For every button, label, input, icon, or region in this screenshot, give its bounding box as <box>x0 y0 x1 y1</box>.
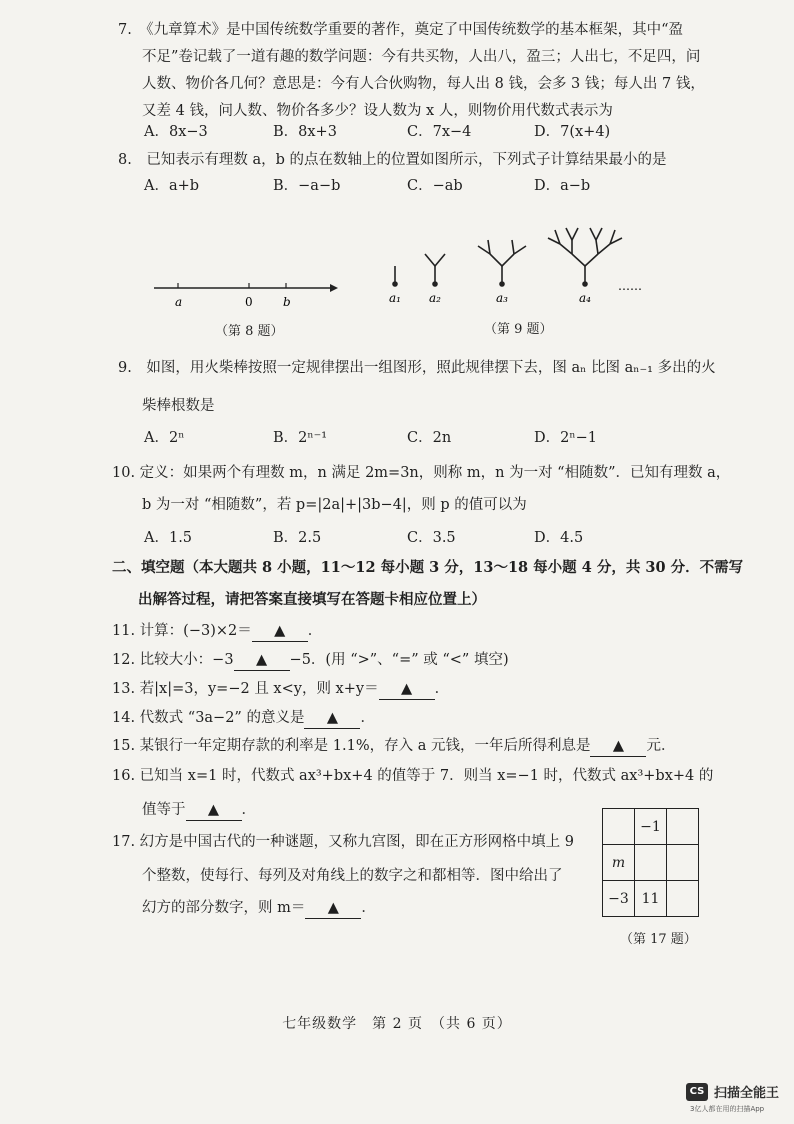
magic-square-cell <box>667 809 699 845</box>
magic-square-cell <box>667 845 699 881</box>
q10-line-1: 10. 定义：如果两个有理数 m，n 满足 2m=3n，则称 m，n 为一对 “相随数”．已知有理数 a， <box>112 465 731 481</box>
page-footer: 七年级数学 第 2 页 （共 6 页） <box>282 1016 512 1032</box>
q11-text: 11. 计算：(−3)×2＝ <box>112 623 252 639</box>
q12-text: 12. 比较大小：−3 <box>112 652 234 668</box>
q9-option-b: B．2ⁿ⁻¹ <box>273 430 328 446</box>
scanner-app-name: 扫描全能王 <box>714 1086 780 1101</box>
magic-square-row <box>603 845 699 881</box>
fig9-label-a1: a₁ <box>389 291 401 305</box>
q9-line-2: 柴棒根数是 <box>142 398 215 414</box>
a4-branch-5 <box>596 240 598 254</box>
magic-square-cell: −1 <box>635 809 667 845</box>
q14-answer-blank[interactable]: ▲ <box>304 708 360 729</box>
q16-tail: ． <box>241 802 256 818</box>
q7-option-d: D．7(x+4) <box>534 124 611 140</box>
section-2-heading-line-2: 出解答过程，请把答案直接填写在答题卡相应位置上） <box>138 591 486 608</box>
q7-option-a: A．8x−3 <box>144 124 208 140</box>
q13-answer-blank[interactable]: ▲ <box>379 679 435 700</box>
q7-line-3: 人数、物价各几何？意思是：今有人合伙购物，每人出 8 钱，会多 3 钱；每人出 7 钱， <box>142 76 705 92</box>
a2-left-branch <box>425 254 435 266</box>
q15 <box>112 736 675 757</box>
q14-tail: ． <box>360 710 375 726</box>
q17-answer-blank[interactable]: ▲ <box>305 898 361 919</box>
q17-line-2: 个整数，使每行、每列及对角线上的数字之和都相等．图中给出了 <box>142 868 563 884</box>
figure-9-caption: （第 9 题） <box>484 322 553 337</box>
q14-text: 14. 代数式 “3a−2” 的意义是 <box>112 710 305 726</box>
q7-line-1: 7. 《九章算术》是中国传统数学重要的著作，奠定了中国传统数学的基本框架，其中“盈 <box>118 22 683 38</box>
q12 <box>112 650 509 671</box>
q16-text: 值等于 <box>142 802 186 818</box>
q13 <box>112 679 449 700</box>
q10-line-2: b 为一对 “相随数”，若 p=|2a|+|3b−4|，则 p 的值可以为 <box>142 497 527 513</box>
magic-square-cell: 11 <box>635 881 667 917</box>
fig9-label-a3: a₃ <box>496 291 508 305</box>
a4-branch-11 <box>590 228 596 240</box>
a3-branch-2 <box>502 254 514 266</box>
figure-17-caption: （第 17 题） <box>620 932 697 947</box>
a2-dot <box>433 282 437 286</box>
figure-9-matchsticks <box>380 222 650 308</box>
q10-options <box>0 528 794 548</box>
a2-right-branch <box>435 254 445 266</box>
fig9-label-a4: a₄ <box>579 291 591 305</box>
label-b: b <box>283 295 291 309</box>
q7-options <box>0 122 794 142</box>
q10-option-d: D．4.5 <box>534 530 584 546</box>
fig9-label-a2: a₂ <box>429 291 441 305</box>
q7-option-b: B．8x+3 <box>273 124 337 140</box>
q11-answer-blank[interactable]: ▲ <box>252 621 308 642</box>
magic-square-row <box>603 881 699 917</box>
q13-text: 13. 若|x|=3，y=−2 且 x<y，则 x+y＝ <box>112 681 379 697</box>
label-a: a <box>175 295 183 309</box>
scanner-logo-icon: CS <box>686 1083 708 1101</box>
q7-line-4: 又差 4 钱，问人数、物价各多少？设人数为 x 人，则物价用代数式表示为 <box>142 103 613 119</box>
magic-square-row <box>603 809 699 845</box>
q17-line-3 <box>142 898 376 919</box>
magic-square-cell: −3 <box>603 881 635 917</box>
a4-branch-9 <box>566 228 572 240</box>
magic-square-cell <box>667 881 699 917</box>
magic-square-cell: m <box>603 845 635 881</box>
a4-branch-2 <box>585 254 598 266</box>
a3-branch-6 <box>514 246 526 254</box>
a4-branch-1 <box>572 254 585 266</box>
q17-text: 幻方的部分数字，则 m＝ <box>142 900 306 916</box>
a3-branch-1 <box>490 254 502 266</box>
q11 <box>112 621 322 642</box>
q7-line-2: 不足”卷记载了一道有趣的数学问题：今有共买物，人出八，盈三；人出七，不足四，问 <box>142 49 701 65</box>
a3-branch-5 <box>512 240 514 254</box>
q8-option-b: B．−a−b <box>273 178 341 194</box>
q8-option-c: C．−ab <box>407 178 463 194</box>
q8-options <box>0 176 794 196</box>
a3-branch-4 <box>488 240 490 254</box>
a4-dot <box>583 282 587 286</box>
section-2-heading-line-1: 二、填空题（本大题共 8 小题，11～12 每小题 3 分，13～18 每小题 4 分，共 30 分．不需写 <box>112 559 744 576</box>
a4-branch-6 <box>598 244 610 254</box>
a3-branch-3 <box>478 246 490 254</box>
q16-line-1: 16. 已知当 x=1 时，代数式 ax³+bx+4 的值等于 7．则当 x=−1 时，代数式 ax³+bx+4 的 <box>112 768 714 784</box>
q12-answer-blank[interactable]: ▲ <box>234 650 290 671</box>
q7-option-c: C．7x−4 <box>407 124 472 140</box>
a4-branch-3 <box>560 244 572 254</box>
q9-option-a: A．2ⁿ <box>144 430 185 446</box>
fig9-ellipsis: …… <box>618 279 642 293</box>
q17-tail: ． <box>361 900 376 916</box>
a1-dot <box>393 282 397 286</box>
q9-option-c: C．2n <box>407 430 452 446</box>
q10-option-a: A．1.5 <box>144 530 193 546</box>
q10-option-c: C．3.5 <box>407 530 456 546</box>
q14 <box>112 708 375 729</box>
number-line-arrow <box>330 284 338 292</box>
scanner-watermark <box>686 1082 779 1101</box>
a4-branch-10 <box>572 228 578 240</box>
q15-text: 15. 某银行一年定期存款的利率是 1.1%，存入 a 元钱，一年后所得利息是 <box>112 738 591 754</box>
q15-answer-blank[interactable]: ▲ <box>590 736 646 757</box>
q9-options <box>0 428 794 448</box>
q13-tail: ． <box>434 681 450 697</box>
label-zero: 0 <box>245 295 253 309</box>
a4-branch-12 <box>596 228 602 240</box>
q8-option-a: A．a+b <box>144 178 200 194</box>
scanner-tagline: 3亿人都在用的扫描App <box>690 1105 765 1113</box>
q16-answer-blank[interactable]: ▲ <box>186 800 242 821</box>
magic-square-cell <box>635 845 667 881</box>
q12-tail: −5．(用 “>”、“=” 或 “<” 填空) <box>289 652 509 668</box>
a3-dot <box>500 282 504 286</box>
q11-tail: ． <box>307 623 323 639</box>
q16-line-2 <box>142 800 256 821</box>
q15-tail: 元． <box>646 738 676 754</box>
q9-line-1: 9. 如图，用火柴棒按照一定规律摆出一组图形，照此规律摆下去，图 aₙ 比图 aₙ₋₁ 多出的火 <box>118 360 716 376</box>
magic-square-cell <box>603 809 635 845</box>
figure-8-number-line <box>140 270 340 310</box>
figure-8-caption: （第 8 题） <box>215 324 284 339</box>
q8-text: 8. 已知表示有理数 a，b 的点在数轴上的位置如图所示，下列式子计算结果最小的是 <box>118 152 667 168</box>
q17-line-1: 17. 幻方是中国古代的一种谜题，又称九宫图，即在正方形网格中填上 9 <box>112 834 575 850</box>
q8-option-d: D．a−b <box>534 178 591 194</box>
q9-option-d: D．2ⁿ−1 <box>534 430 597 446</box>
magic-square-grid <box>602 808 699 917</box>
q10-option-b: B．2.5 <box>273 530 322 546</box>
